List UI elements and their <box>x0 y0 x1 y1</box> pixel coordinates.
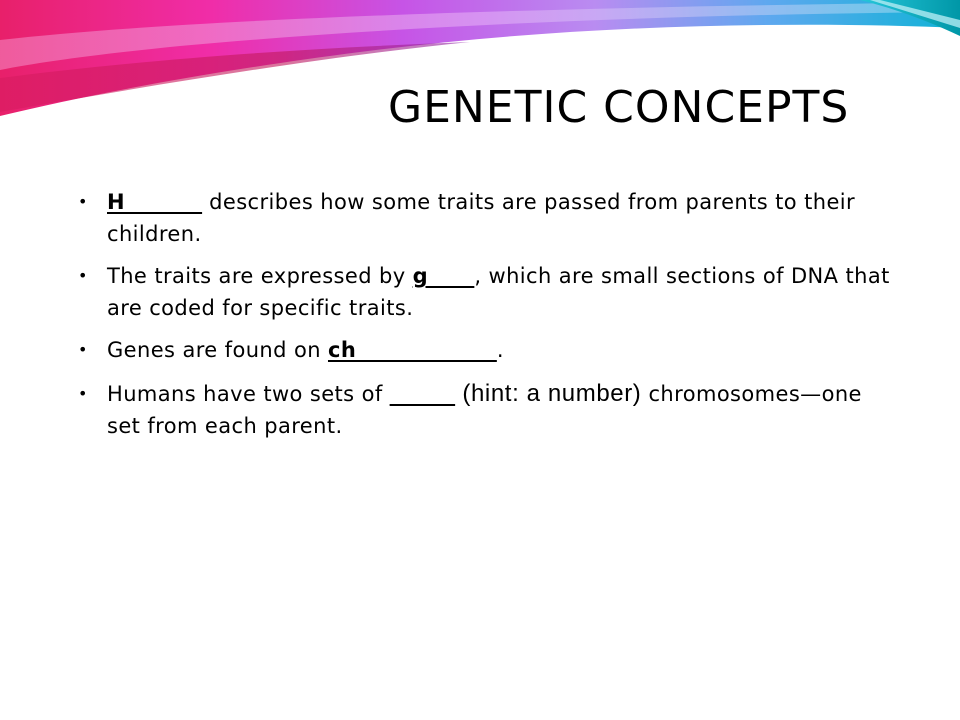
bullet-text: . <box>496 338 504 362</box>
bullet-text: chromosomes—one set from each parent. <box>107 382 862 438</box>
fill-in-blank: ______ <box>389 382 456 406</box>
bullet-heredity <box>78 186 898 250</box>
bullet-dot: • <box>78 384 88 403</box>
bullet-list <box>78 186 898 452</box>
bullet-text: The traits are expressed by <box>107 264 413 288</box>
fill-in-blank: ch ___ <box>327 338 497 362</box>
bullet-text: , which are small sections of DNA that are coded for specific traits. <box>107 264 890 320</box>
fill-in-blank: H <box>107 190 203 214</box>
slide-title: GENETIC CONCEPTS <box>388 82 850 133</box>
bullet-dot: • <box>78 266 88 285</box>
bullet-chromosomes <box>78 334 898 366</box>
bullet-sets <box>78 378 898 442</box>
bullet-text: describes how some traits are passed from parents to their children. <box>107 190 856 246</box>
bullet-genes <box>78 260 898 324</box>
bullet-dot: • <box>78 192 88 211</box>
bullet-text: Humans have two sets of <box>107 382 390 406</box>
hint-text: (hint: a number) <box>455 380 642 407</box>
fill-in-blank: g <box>412 264 475 288</box>
bullet-dot: • <box>78 340 88 359</box>
decorative-ribbon-banner <box>0 0 960 160</box>
bullet-text: Genes are found on <box>107 338 328 362</box>
